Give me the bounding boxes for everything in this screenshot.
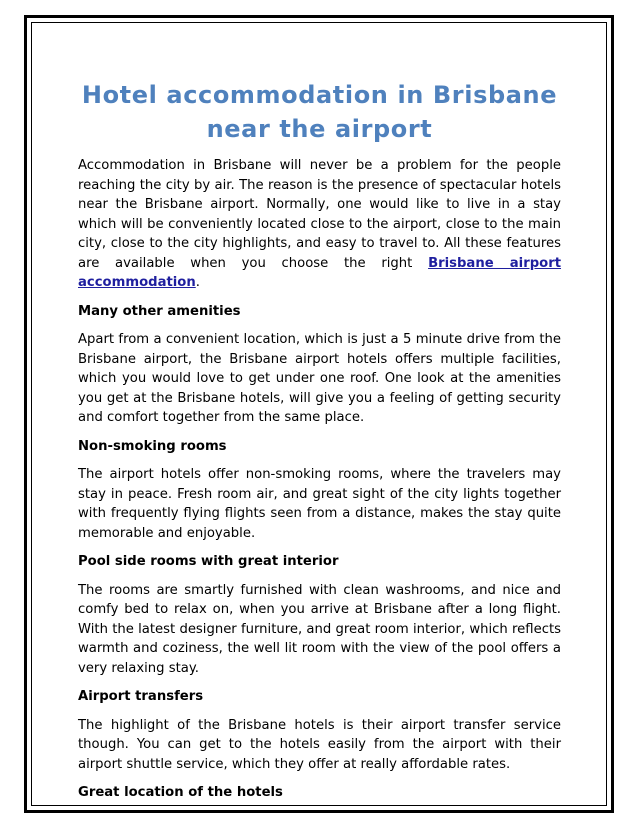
section-heading-great-location: Great location of the hotels bbox=[78, 785, 283, 800]
section-heading-pool-side: Pool side rooms with great interior bbox=[78, 554, 339, 569]
intro-end: . bbox=[195, 275, 200, 290]
section-heading-non-smoking: Non-smoking rooms bbox=[78, 438, 227, 454]
section-body-pool-side: The rooms are smartly furnished with clean washrooms, and nice and comfy bed to relax on, when you arrive at Brisbane after a long flight. With the latest designer furniture, and great room interior, which reflects warmth and coziness, the well lit room with the view of the pool offers a very relaxing stay. bbox=[78, 582, 561, 676]
section-body-airport-transfers: The highlight of the Brisbane hotels is their airport transfer service though. You can get to the hotels easily from the airport with their airport shuttle service, which they offer at really affordable rates. bbox=[78, 717, 561, 772]
section-body-non-smoking: The airport hotels offer non-smoking rooms, where the travelers may stay in peace. Fresh room air, and great sight of the city lights together with frequently flying flights seen from a distance, makes the stay quite memorable and enjoyable. bbox=[78, 467, 561, 541]
page-title bbox=[78, 78, 561, 146]
document-content bbox=[78, 78, 561, 812]
section-heading-amenities: Many other amenities bbox=[78, 303, 241, 319]
brisbane-airport-accommodation-link[interactable]: Brisbane airport accommodation bbox=[78, 255, 562, 290]
intro-paragraph bbox=[78, 156, 561, 293]
intro-text: Accommodation in Brisbane will never be a problem for the people reaching the city by air. The reason is the presence of spectacular hotels near the Brisbane airport. Normally, one would like to live in a stay which will be conveniently located close to the airport, close to the main city, close to the city highlights, and easy to travel to. All these features are available when you choose the right bbox=[78, 158, 561, 271]
title-line-2: near the airport bbox=[206, 115, 433, 143]
section-heading-airport-transfers: Airport transfers bbox=[78, 689, 204, 704]
title-line-1: Hotel accommodation in Brisbane bbox=[81, 81, 558, 109]
section-body-amenities: Apart from a convenient location, which is just a 5 minute drive from the Brisbane airport, the Brisbane airport hotels offers multiple facilities, which you would love to get under one roof. One look at the amenities you get at the Brisbane hotels, will give you a feeling of getting security and comfort together from the same place. bbox=[78, 332, 561, 425]
